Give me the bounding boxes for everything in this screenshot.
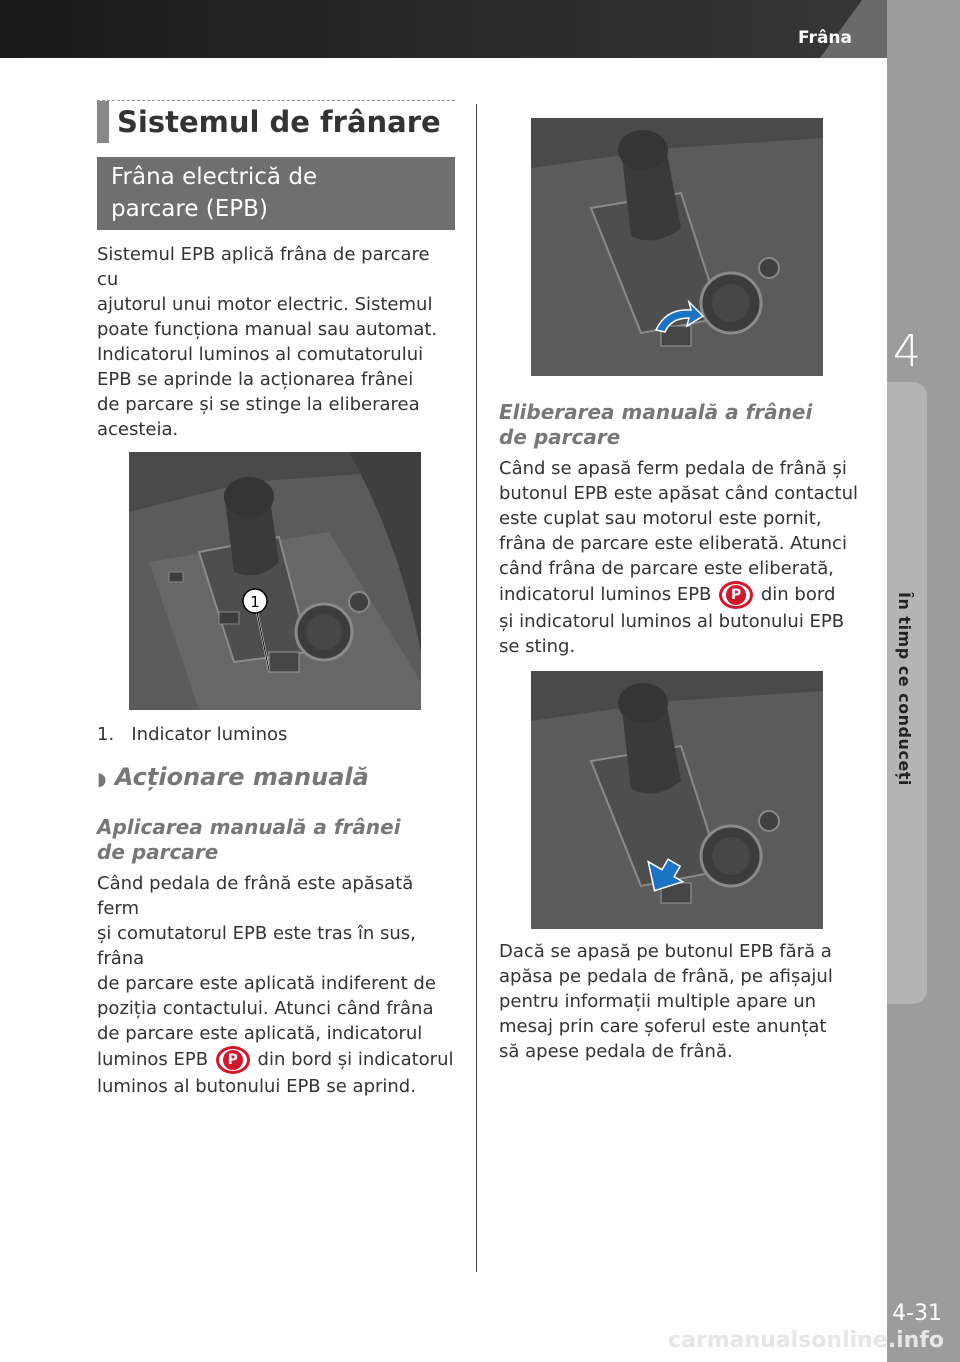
apply-heading-line-2: de parcare	[97, 840, 219, 864]
intro-paragraph	[97, 242, 455, 442]
release-heading-line-2: de parcare	[499, 425, 621, 449]
text-line: ajutorul unui motor electric. Sistemul	[97, 294, 433, 315]
section-bar	[97, 101, 109, 143]
text-line: și indicatorul luminos al butonului EPB	[499, 611, 845, 632]
right-column	[499, 100, 859, 1064]
text-line: apăsa pe pedala de frână, pe afișajul	[499, 966, 833, 987]
text-line: de parcare este aplicată, indicatorul	[97, 1023, 423, 1044]
chapter-name: În timp ce conduceți	[895, 592, 914, 786]
console-illustration-release	[531, 118, 823, 376]
text-line: luminos al butonului EPB se aprind.	[97, 1076, 416, 1097]
release-heading-line-1: Eliberarea manuală a frânei	[499, 400, 813, 424]
bullet-marker: ◗	[97, 769, 107, 790]
text-fragment: din bord	[760, 584, 836, 605]
watermark: carmanualsonline.info	[668, 1328, 944, 1353]
manual-operation-title: Acționare manuală	[114, 763, 369, 791]
release-heading	[499, 400, 859, 450]
text-line: acesteia.	[97, 419, 179, 440]
subsection-title-line-2: parcare (EPB)	[111, 196, 268, 222]
section-header	[97, 100, 455, 145]
text-line: Când pedala de frână este apăsată ferm	[97, 873, 414, 919]
text-line: Sistemul EPB aplică frâna de parcare cu	[97, 244, 430, 290]
section-title: Sistemul de frânare	[117, 105, 441, 139]
figure-caption	[97, 724, 455, 745]
caption-text: Indicator luminos	[131, 724, 288, 745]
console-drawing	[531, 118, 823, 376]
text-line: când frâna de parcare este eliberată,	[499, 558, 834, 579]
text-line: mesaj prin care șoferul este anunțat	[499, 1016, 827, 1037]
epb-icon-letter: P	[726, 585, 746, 605]
text-line: poate funcționa manual sau automat.	[97, 319, 438, 340]
text-line: de parcare și se stinge la eliberarea	[97, 394, 420, 415]
subsection-title-line-1: Frâna electrică de	[111, 164, 318, 190]
text-line: Indicatorul luminos al comutatorului	[97, 344, 424, 365]
text-line: se sting.	[499, 636, 576, 657]
text-line	[499, 581, 859, 609]
text-fragment: din bord și indicatorul	[257, 1049, 454, 1070]
note-paragraph	[499, 939, 859, 1064]
text-line: este cuplat sau motorul este pornit,	[499, 508, 822, 529]
chapter-number: 4	[893, 326, 921, 377]
text-line: poziția contactului. Atunci când frâna	[97, 998, 434, 1019]
page-number: 4-31	[892, 1301, 942, 1326]
epb-warning-icon	[719, 581, 753, 609]
subsection-header	[97, 157, 455, 230]
text-fragment: luminos EPB	[97, 1049, 209, 1070]
text-fragment: indicatorul luminos EPB	[499, 584, 712, 605]
text-line: de parcare este aplicată indiferent de	[97, 973, 436, 994]
console-drawing	[531, 671, 823, 929]
release-paragraph	[499, 456, 859, 659]
callout-number: 1	[250, 593, 260, 611]
caption-number: 1.	[97, 724, 115, 745]
header-title: Frâna	[798, 28, 852, 48]
text-line	[97, 1046, 455, 1074]
epb-warning-icon	[216, 1046, 250, 1074]
text-line: frâna de parcare este eliberată. Atunci	[499, 533, 847, 554]
manual-operation-heading	[97, 763, 455, 791]
console-drawing	[129, 452, 421, 710]
epb-icon-letter: P	[223, 1050, 243, 1070]
text-line: butonul EPB este apăsat când contactul	[499, 483, 858, 504]
text-line: Când se apasă ferm pedala de frână și	[499, 458, 847, 479]
apply-heading-line-1: Aplicarea manuală a frânei	[97, 815, 401, 839]
text-line: să apese pedala de frână.	[499, 1041, 733, 1062]
left-column	[97, 100, 455, 1099]
text-line: pentru informații multiple apare un	[499, 991, 817, 1012]
console-illustration-indicator	[129, 452, 421, 710]
text-line: și comutatorul EPB este tras în sus, frâna	[97, 923, 416, 969]
console-illustration-press	[531, 671, 823, 929]
text-line: EPB se aprinde la acționarea frânei	[97, 369, 414, 390]
apply-paragraph	[97, 871, 455, 1099]
text-line: Dacă se apasă pe butonul EPB fără a	[499, 941, 832, 962]
apply-heading	[97, 815, 455, 865]
column-divider	[476, 104, 477, 1272]
